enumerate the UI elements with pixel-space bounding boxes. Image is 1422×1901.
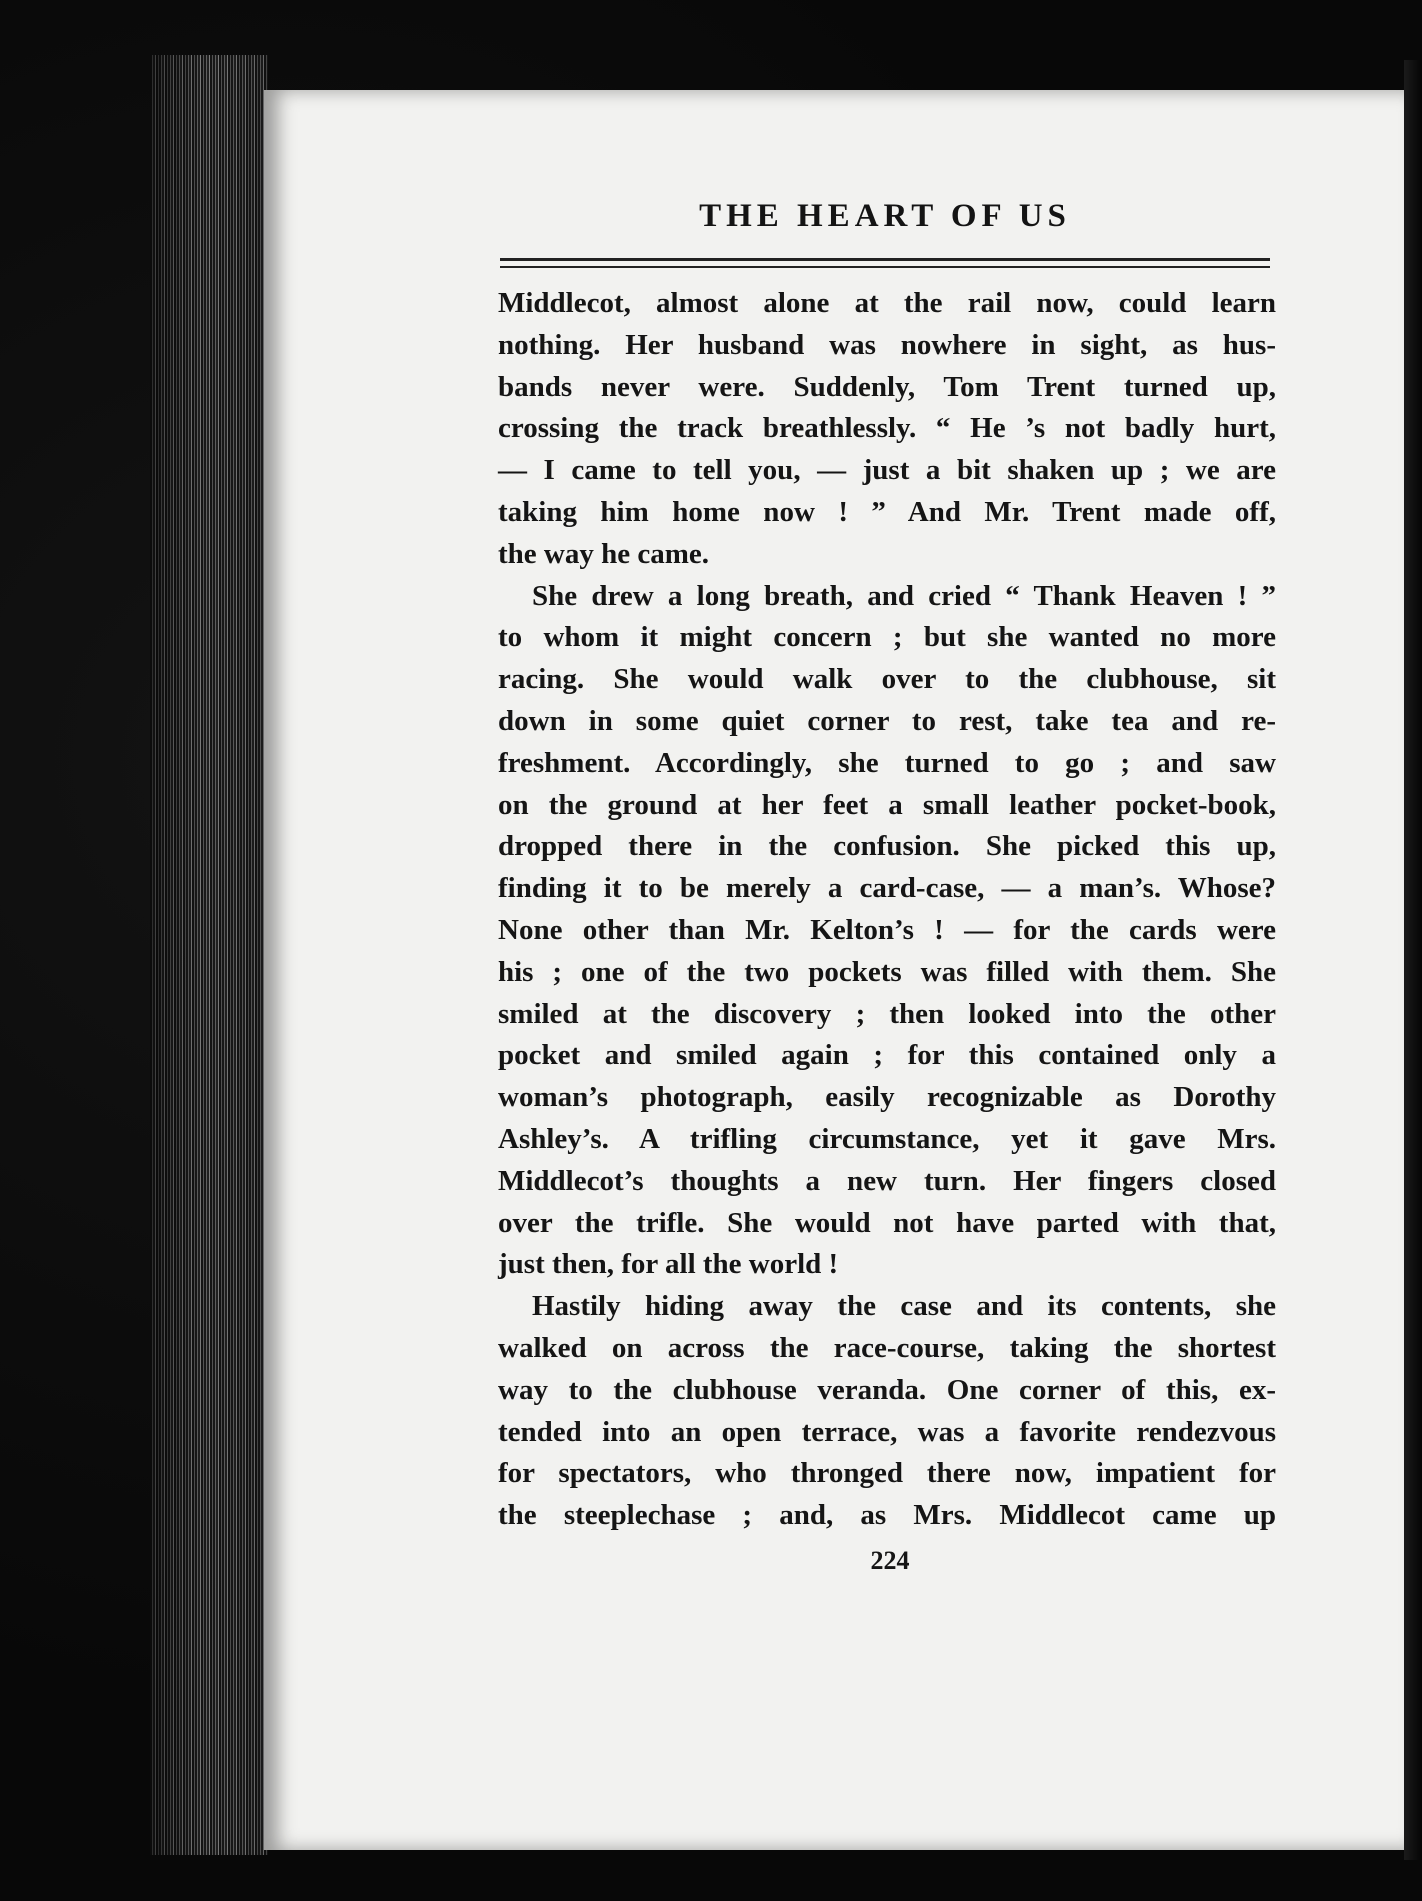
text-line: Hastily hiding away the case and its contents, she [532, 1290, 1276, 1323]
text-line: Middlecot, almost alone at the rail now, could learn [498, 287, 1276, 319]
text-line: down in some quiet corner to rest, take tea and re- [498, 704, 1276, 737]
text-line: bands never were. Suddenly, Tom Trent turned up, [498, 370, 1276, 403]
text-line: way to the clubhouse veranda. One corner of this, ex- [498, 1373, 1276, 1406]
text-line: pocket and smiled again ; for this contained only a [498, 1039, 1276, 1072]
book-right-edge [1404, 60, 1422, 1860]
book-page-edges [150, 55, 268, 1855]
text-line: Middlecot’s thoughts a new turn. Her fingers closed [498, 1164, 1276, 1197]
page-number: 224 [870, 1546, 910, 1575]
header-rule-thin [500, 266, 1270, 268]
text-line: just then, for all the world ! [498, 1248, 839, 1281]
text-line: She drew a long breath, and cried “ Thank Heaven ! ” [532, 579, 1276, 612]
text-line: tended into an open terrace, was a favorite rendezvous [498, 1415, 1276, 1448]
text-line: his ; one of the two pockets was filled with them. She [498, 955, 1276, 988]
text-line: on the ground at her feet a small leather pocket-book, [498, 788, 1276, 821]
text-line: to whom it might concern ; but she wanted no more [498, 621, 1276, 654]
text-line: finding it to be merely a card-case, — a man’s. Whose? [498, 872, 1276, 905]
text-line: nothing. Her husband was nowhere in sight, as hus- [498, 328, 1276, 361]
text-line: racing. She would walk over to the clubhouse, sit [498, 663, 1276, 696]
text-line: freshment. Accordingly, she turned to go ; and saw [498, 746, 1276, 779]
running-head: THE HEART OF US [699, 198, 1071, 234]
text-line: None other than Mr. Kelton’s ! — for the cards were [498, 913, 1276, 946]
text-line: smiled at the discovery ; then looked into the other [498, 997, 1276, 1030]
header-rule-thick [500, 258, 1270, 261]
text-line: over the trifle. She would not have parted with that, [498, 1206, 1276, 1239]
text-line: taking him home now ! ” And Mr. Trent made off, [498, 495, 1276, 528]
text-line: Ashley’s. A trifling circumstance, yet it gave Mrs. [498, 1122, 1276, 1155]
body-text [498, 283, 1276, 1537]
text-line: crossing the track breathlessly. “ He ’s not badly hurt, [498, 412, 1276, 445]
text-line: the way he came. [498, 537, 710, 570]
text-line: for spectators, who thronged there now, impatient for [498, 1457, 1276, 1490]
text-line: dropped there in the confusion. She picked this up, [498, 830, 1276, 863]
text-line: woman’s photograph, easily recognizable as Dorothy [498, 1081, 1276, 1114]
text-line: — I came to tell you, — just a bit shaken up ; we are [498, 454, 1276, 487]
text-line: walked on across the race-course, taking the shortest [498, 1331, 1276, 1364]
text-line: the steeplechase ; and, as Mrs. Middlecot came up [498, 1499, 1276, 1532]
